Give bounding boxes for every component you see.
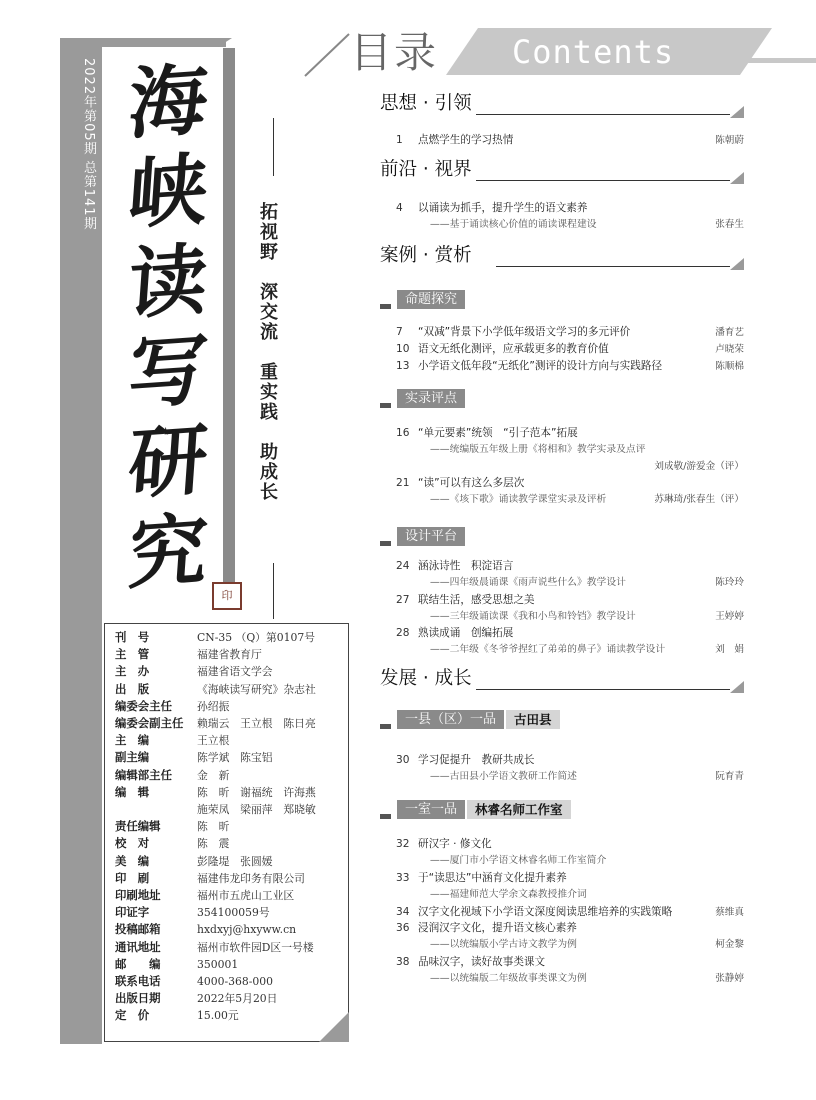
masthead-value: 陈 震: [197, 837, 230, 851]
section-rule: [476, 689, 730, 690]
section-title: 案例 · 赏析: [380, 245, 472, 266]
subsection-marker: [380, 304, 391, 309]
page-number: 32: [396, 838, 410, 850]
toc-entry[interactable]: [396, 475, 744, 509]
masthead-label: 主 办: [115, 664, 150, 679]
subsection-label: 一室一品: [397, 800, 465, 819]
masthead-row: [115, 939, 348, 956]
entry-title: 小学语文低年段“无纸化”测评的设计方向与实践路径: [418, 360, 663, 372]
entry-author: 陈玲玲: [715, 576, 744, 588]
red-seal-stamp: 印: [212, 582, 242, 610]
corner-triangle: [319, 1012, 349, 1042]
entry-author: 刘成敬/游爱金（评）: [654, 460, 744, 472]
frame-top-bar: [96, 38, 226, 47]
subsection-header: [380, 709, 560, 729]
entry-subtitle: ——三年级诵读课《我和小鸟和铃铛》教学设计: [430, 610, 636, 622]
masthead-row: [115, 870, 348, 887]
masthead-label: 印证字: [115, 905, 150, 920]
subsection-label: 命题探究: [397, 290, 465, 309]
page-number: 33: [396, 872, 410, 884]
toc-entry[interactable]: [396, 836, 744, 870]
masthead-value: 王立根: [197, 734, 230, 748]
subsection-header: [380, 289, 465, 309]
slogan: [254, 202, 280, 502]
page-number: 16: [396, 427, 410, 439]
masthead-value: 陈 昕 谢福统 许海燕: [197, 785, 316, 799]
masthead-value: 福建省语文学会: [197, 665, 273, 679]
toc-entry[interactable]: [396, 592, 744, 626]
section-rule: [496, 266, 730, 267]
slogan-item: 拓视野: [257, 202, 278, 262]
header-slash-icon: [303, 32, 351, 78]
masthead-value: 4000-368-000: [197, 975, 273, 989]
masthead-value: hxdxyj@hxyww.cn: [197, 923, 297, 937]
toc-entry[interactable]: [396, 358, 744, 376]
masthead-row: [115, 784, 348, 801]
section-rule: [476, 114, 730, 115]
entry-subtitle: ——以统编版二年级故事类课文为例: [430, 972, 587, 984]
entry-subtitle: ——基于诵读核心价值的诵读课程建设: [430, 218, 597, 230]
masthead-value: 354100059号: [197, 906, 270, 920]
masthead-label: 定 价: [115, 1008, 150, 1023]
issue-number: 2022年第05期 总第141期: [81, 58, 96, 231]
entry-title: 熟读成诵 创编拓展: [418, 627, 514, 639]
masthead-label: 印 刷: [115, 870, 150, 885]
masthead-label: 出版日期: [115, 991, 161, 1006]
masthead-label: 编辑部主任: [115, 767, 172, 782]
subsection-marker: [380, 724, 391, 729]
masthead-value: 赖瑞云 王立根 陈日亮: [197, 717, 316, 731]
section-triangle-icon: [730, 172, 744, 184]
page-number: 21: [396, 477, 410, 489]
masthead-label: 主 管: [115, 647, 150, 662]
entry-author: 王婷婷: [715, 610, 744, 622]
masthead-row: [115, 904, 348, 921]
calligraphy-title: [108, 54, 228, 601]
section-rule: [476, 180, 730, 181]
page-number: 27: [396, 594, 410, 606]
toc-entry[interactable]: [396, 870, 744, 904]
masthead-value: 福建省教育厅: [197, 648, 262, 662]
section-triangle-icon: [730, 681, 744, 693]
entry-title: 以诵读为抓手，提升学生的语文素养: [418, 202, 588, 214]
toc-entry[interactable]: [396, 324, 744, 342]
entry-title: 学习促提升 教研共成长: [418, 754, 535, 766]
masthead-row: [115, 629, 348, 646]
header-rule: [746, 58, 816, 63]
subsection-marker: [380, 814, 391, 819]
page-number: 7: [396, 326, 403, 338]
page-number: 4: [396, 202, 403, 214]
subsection-header: [380, 799, 571, 819]
toc-entry[interactable]: [396, 132, 744, 150]
masthead-row: [115, 835, 348, 852]
slogan-rule-bottom: [273, 563, 274, 619]
subsection-label: 一县（区）一品: [397, 710, 504, 729]
entry-title: 语文无纸化测评，应承载更多的教育价值: [418, 343, 609, 355]
entry-author: 柯金黎: [715, 938, 744, 950]
section-title: 发展 · 成长: [380, 668, 472, 689]
masthead-value: 2022年5月20日: [197, 992, 278, 1006]
entry-title: “双减”背景下小学低年级语文学习的多元评价: [418, 326, 631, 338]
masthead-label: 美 编: [115, 853, 150, 868]
masthead-row: [115, 990, 348, 1007]
masthead-row: [115, 681, 348, 698]
masthead-label: 编 辑: [115, 784, 150, 799]
masthead-value: 福州市五虎山工业区: [197, 889, 295, 903]
masthead-value: 350001: [197, 957, 239, 971]
masthead-label: 副主编: [115, 750, 150, 765]
entry-title: 汉字文化视域下小学语文深度阅读思维培养的实践策略: [418, 906, 673, 918]
toc-title: 目录: [350, 28, 439, 77]
page-number: 1: [396, 134, 403, 146]
title-char: 读: [125, 234, 211, 331]
toc-entry[interactable]: [396, 558, 744, 592]
page-number: 13: [396, 360, 410, 372]
entry-title: 涵泳诗性 积淀语言: [418, 560, 514, 572]
entry-author: 卢晓荣: [715, 344, 744, 355]
title-char: 峡: [125, 144, 211, 241]
section-header: [380, 92, 744, 118]
masthead-label: 投稿邮箱: [115, 922, 161, 937]
entry-author: 苏琳琦/张春生（评）: [654, 493, 744, 505]
masthead-label: 校 对: [115, 836, 150, 851]
masthead-row: [115, 732, 348, 749]
frame-corner: [218, 38, 232, 47]
masthead-value: 福州市软件园D区一号楼: [197, 940, 314, 954]
entry-title: 品味汉字，读好故事类课文: [418, 956, 546, 968]
entry-author: 刘 娟: [715, 643, 744, 655]
entry-title: 联结生活，感受思想之美: [418, 594, 535, 606]
entry-subtitle: ——四年级晨诵课《雨声说些什么》教学设计: [430, 576, 626, 588]
entry-author: 张春生: [715, 218, 744, 230]
masthead-label: 编委会副主任: [115, 716, 184, 731]
toc-entry[interactable]: [396, 920, 744, 954]
section-triangle-icon: [730, 258, 744, 270]
masthead-row: [115, 801, 348, 818]
subsection-header: [380, 388, 465, 408]
masthead-value: 陈 昕: [197, 820, 230, 834]
masthead-row: [115, 663, 348, 680]
subsection-marker: [380, 403, 391, 408]
entry-author: 阮育青: [715, 770, 744, 782]
masthead-value: 陈学斌 陈宝铝: [197, 751, 273, 765]
toc-entry[interactable]: [396, 752, 744, 786]
entry-subtitle: ——以统编版小学古诗文教学为例: [430, 938, 577, 950]
masthead-value: 金 新: [197, 768, 230, 782]
masthead-row: [115, 767, 348, 784]
slogan-item: 深交流: [257, 282, 278, 342]
masthead-label: 通讯地址: [115, 939, 161, 954]
title-char: 海: [125, 54, 211, 151]
subsection-label: 实录评点: [397, 389, 465, 408]
entry-title: 研汉字 · 修文化: [418, 838, 492, 850]
entry-title: 于“读思达”中涵育文化提升素养: [418, 872, 567, 884]
masthead-label: 联系电话: [115, 974, 161, 989]
toc-entry[interactable]: [396, 625, 744, 659]
masthead-value: 彭隆堤 张圆媛: [197, 854, 273, 868]
section-header: [380, 244, 744, 270]
masthead-label: 印刷地址: [115, 888, 161, 903]
subsection-tag: 古田县: [506, 710, 560, 729]
page-number: 30: [396, 754, 410, 766]
slogan-rule-top: [273, 118, 274, 176]
entry-author: 蔡维真: [715, 907, 744, 918]
section-triangle-icon: [730, 106, 744, 118]
toc-entry[interactable]: [396, 200, 744, 234]
masthead-row: [115, 646, 348, 663]
masthead-row: [115, 818, 348, 835]
masthead-value: 《海峡读写研究》杂志社: [197, 682, 316, 696]
entry-title: “读”可以有这么多层次: [418, 477, 525, 489]
entry-author: 陈顺棉: [715, 361, 744, 372]
masthead-row: [115, 887, 348, 904]
masthead-row: [115, 749, 348, 766]
entry-title: “单元要素”统领 “引子范本”拓展: [418, 427, 578, 439]
masthead-value: 15.00元: [197, 1009, 239, 1023]
entry-title: 浸润汉字文化，提升语文核心素养: [418, 922, 577, 934]
entry-subtitle: ——古田县小学语文教研工作简述: [430, 770, 577, 782]
page-number: 36: [396, 922, 410, 934]
entry-author: 张静婷: [715, 972, 744, 984]
masthead-value: 孙绍振: [197, 699, 230, 713]
entry-subtitle: ——厦门市小学语文林睿名师工作室简介: [430, 854, 607, 866]
masthead-value: 施荣凤 梁丽萍 郑晓敏: [197, 803, 316, 817]
masthead-value: 福建伟龙印务有限公司: [197, 871, 305, 885]
masthead-row: [115, 956, 348, 973]
entry-author: 陈朝蔚: [715, 135, 744, 146]
section-title: 思想 · 引领: [380, 93, 472, 114]
masthead-row: [115, 921, 348, 938]
slogan-item: 重实践: [257, 362, 278, 422]
toc-entry[interactable]: [396, 954, 744, 988]
masthead-label: 邮 编: [115, 956, 161, 971]
masthead-row: [115, 973, 348, 990]
entry-subtitle: ——统编版五年级上册《将相和》教学实录及点评: [430, 443, 646, 455]
page-number: 10: [396, 343, 410, 355]
subsection-tag: 林睿名师工作室: [467, 800, 571, 819]
masthead-label: 责任编辑: [115, 819, 161, 834]
subsection-label: 设计平台: [397, 527, 465, 546]
masthead-row: [115, 853, 348, 870]
masthead-label: [115, 801, 197, 818]
entry-subtitle: ——《垓下歌》诵读教学课堂实录及评析: [430, 493, 607, 505]
masthead-label: 编委会主任: [115, 698, 172, 713]
section-header: [380, 667, 744, 693]
masthead-value: CN-35 （Q）第0107号: [197, 631, 316, 644]
entry-author: 潘育艺: [715, 327, 744, 338]
subsection-marker: [380, 541, 391, 546]
title-char: 研: [125, 414, 211, 511]
page-number: 24: [396, 560, 410, 572]
toc-entry[interactable]: [396, 425, 744, 475]
page-number: 34: [396, 906, 410, 918]
slogan-item: 助成长: [257, 442, 278, 502]
section-title: 前沿 · 视界: [380, 159, 472, 180]
masthead-row: [115, 1007, 348, 1024]
masthead-label: 出 版: [115, 681, 150, 696]
masthead-label: 主 编: [115, 733, 150, 748]
entry-subtitle: ——二年级《冬爷爷捏红了弟弟的鼻子》诵读教学设计: [430, 643, 666, 655]
section-header: [380, 158, 744, 184]
entry-subtitle: ——福建师范大学余文森教授推介词: [430, 888, 587, 900]
contents-label: Contents: [512, 33, 675, 71]
page-number: 38: [396, 956, 410, 968]
title-char: 写: [125, 324, 211, 421]
masthead-row: [115, 715, 348, 732]
title-char: 究: [125, 504, 211, 601]
masthead-label: 刊 号: [115, 630, 150, 644]
page-number: 28: [396, 627, 410, 639]
masthead-box: [104, 623, 349, 1042]
toc-entry[interactable]: [396, 341, 744, 359]
entry-title: 点燃学生的学习热情: [418, 134, 514, 146]
masthead-row: [115, 698, 348, 715]
subsection-header: [380, 526, 465, 546]
